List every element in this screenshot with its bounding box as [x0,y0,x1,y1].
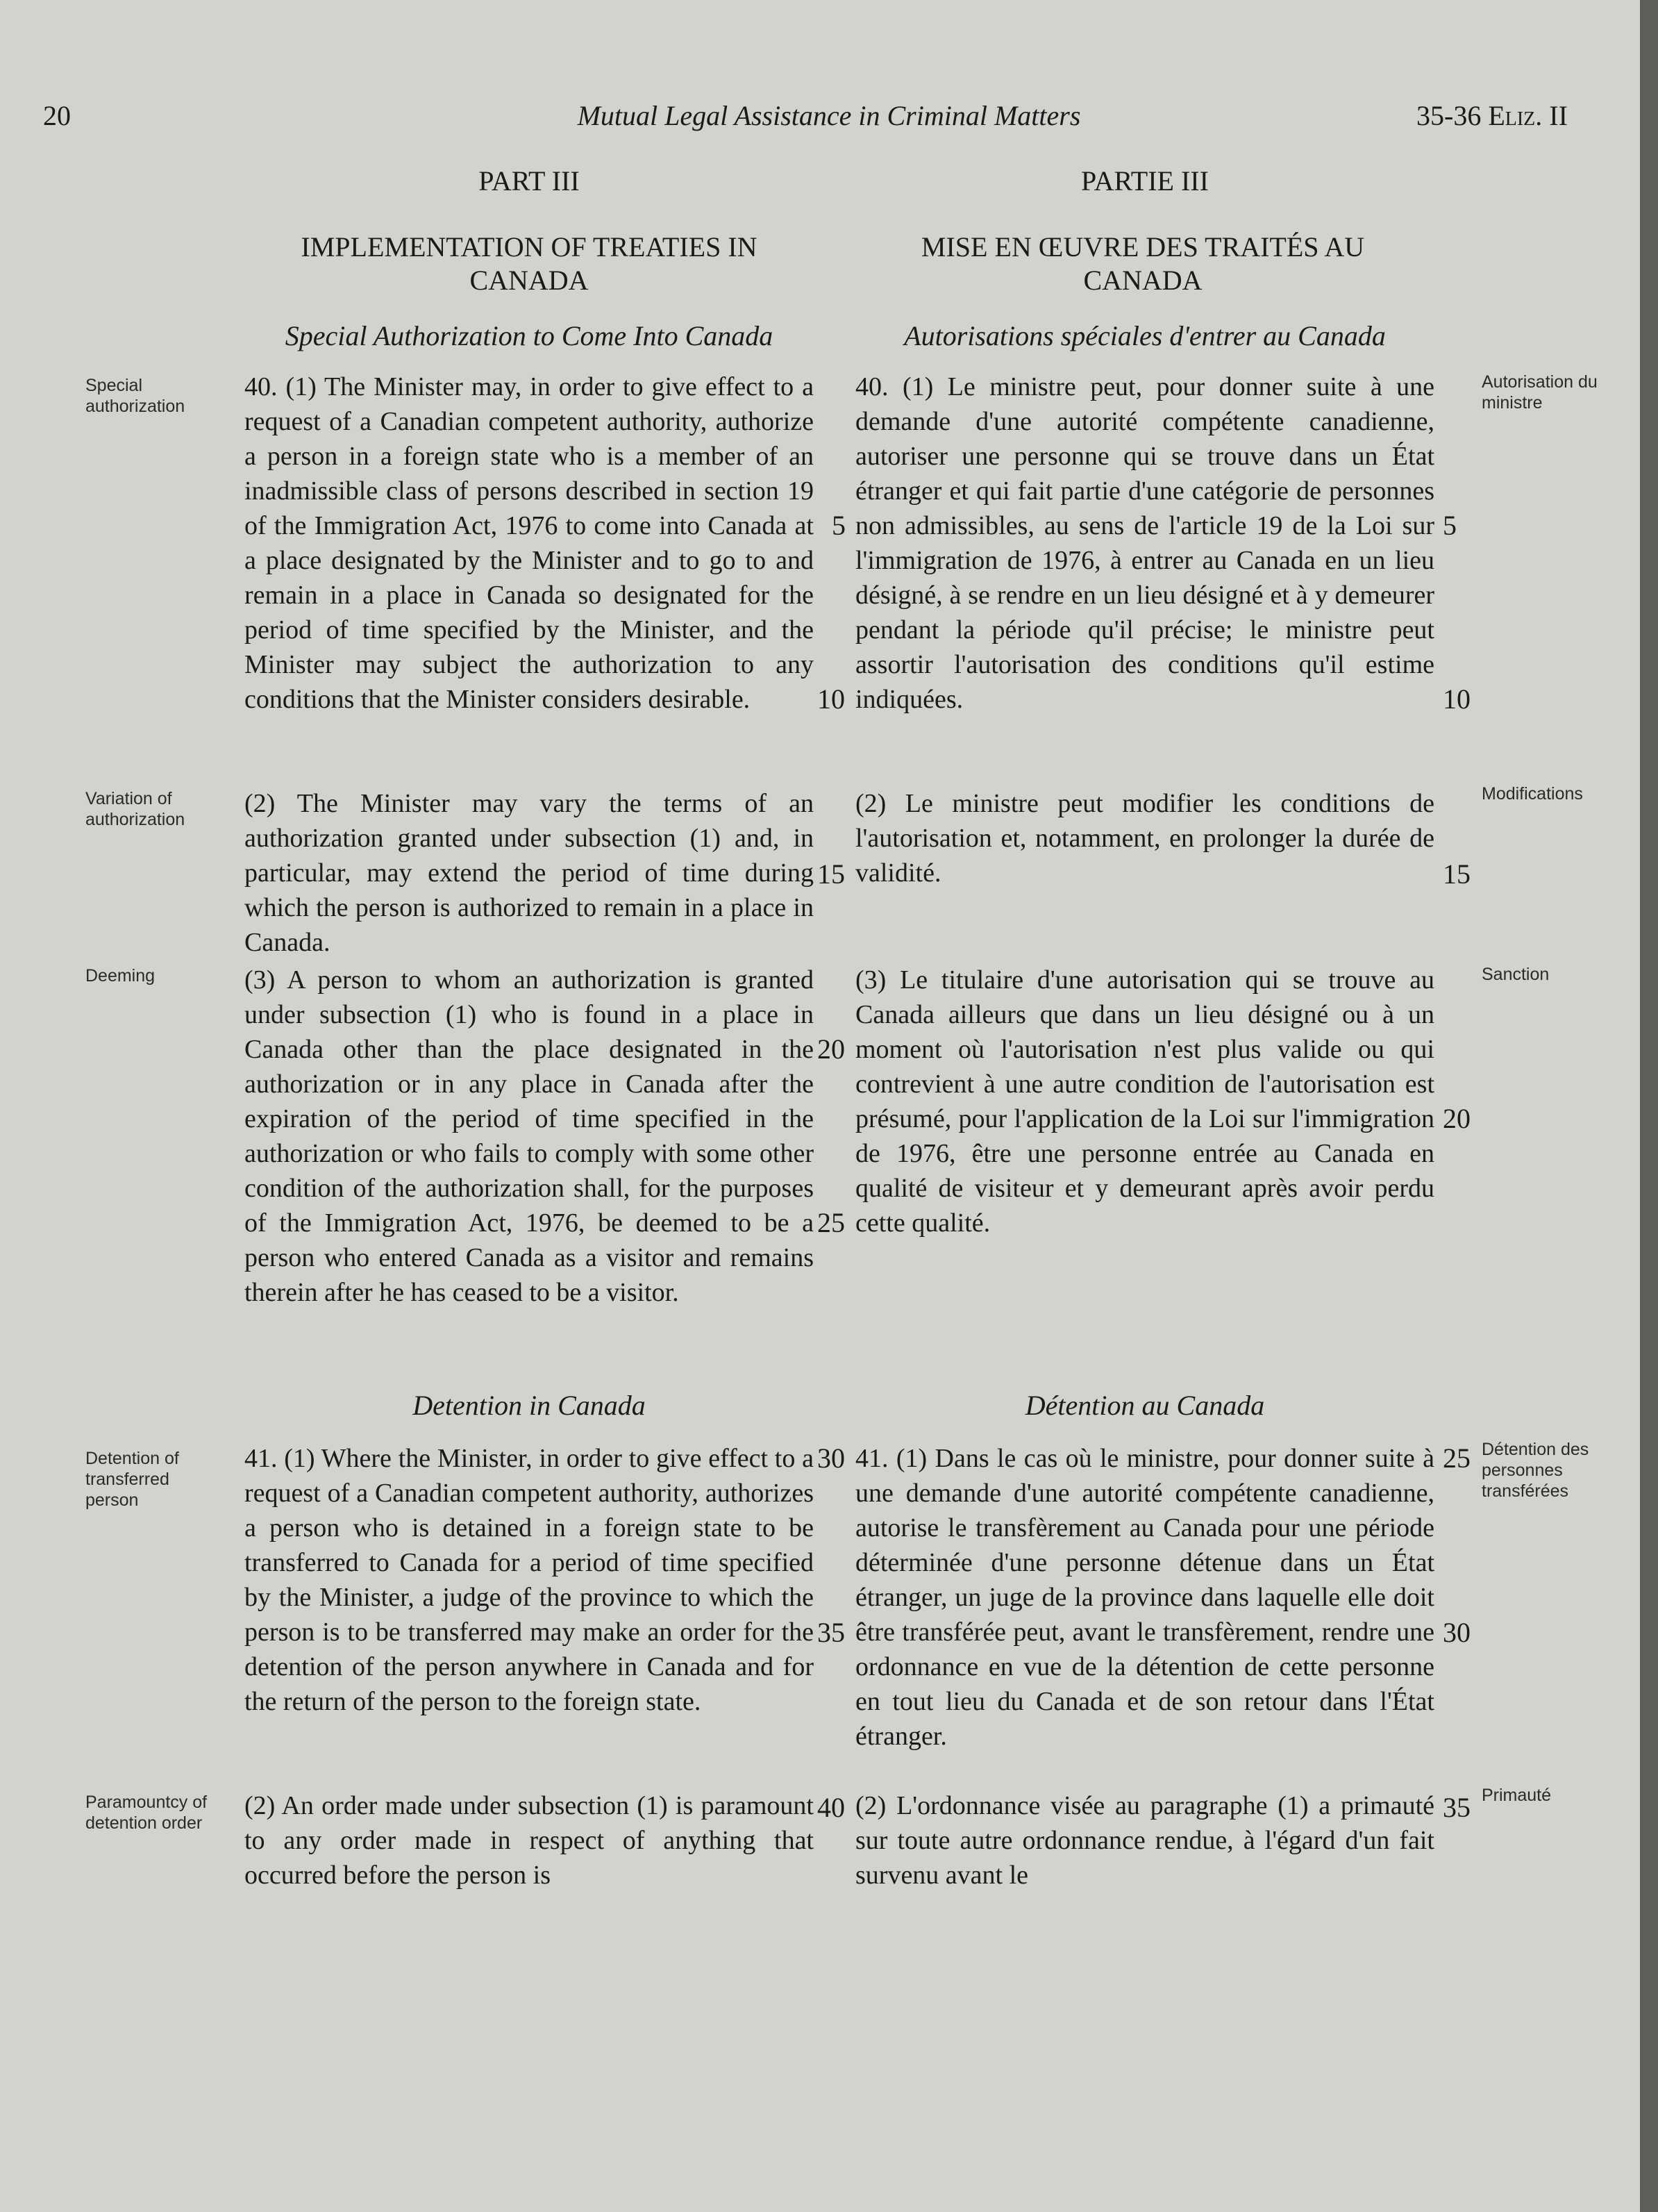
section-40-3-en: (3) A person to whom an authorization is granted under subsection (1) who is found in a place in Canada other than the place designated in the authorization or in any place in Canada after the expiration of the period of time specified in the authorization or who fails to comply with some other condition of the authorization shall, for the purposes of the Immigration Act, 1976, be deemed to be a person who entered Canada as a visitor and remains therein after he has ceased to be a visitor. [244,965,814,1307]
line-number-fr-10: 10 [1443,683,1471,715]
margin-note-fr-autorisation: Autorisation du ministre [1482,372,1598,413]
part-title-fr: MISE EN ŒUVRE DES TRAITÉS AU CANADA [921,231,1365,296]
section-40-2-fr: (2) Le ministre peut modifier les conditions de l'autorisation et, notamment, en prolonger la durée de validité. [855,789,1434,888]
margin-note-en-variation: Variation of authorization [85,789,185,829]
line-number-en-10: 10 [817,683,845,715]
section-40-1-en: 40. (1) The Minister may, in order to give effect to a request of a Canadian competent authority, authorize a person in a foreign state who is a member of an inadmissible class of persons described in section 19 of the Immigration Act, 1976 to come into Canada at a place designated by the Minister and to go to and remain in a place in Canada so designated for the period of time specified by the Minister, and the Minister may subject the authorization to any conditions that the Minister considers desirable. [244,372,814,714]
page-number: 20 [43,100,71,131]
line-number-en-30: 30 [817,1442,845,1474]
part-heading-fr: PARTIE III [1081,165,1209,197]
line-number-fr-30: 30 [1443,1617,1471,1648]
line-number-en-40: 40 [817,1792,845,1823]
line-number-en-15: 15 [817,858,845,890]
subheading-en-2: Detention in Canada [412,1390,646,1421]
section-41-1-en: 41. (1) Where the Minister, in order to give effect to a request of a Canadian competent authority, authorizes a person who is detained in a foreign state to be transferred to Canada for a period of time specified by the Minister, a judge of the province to which the person is to be transferred may make an order for the detention of the person anywhere in Canada and for the return of the person to the foreign state. [244,1444,814,1716]
running-title: Mutual Legal Assistance in Criminal Matters [577,100,1081,131]
section-41-1-fr: 41. (1) Dans le cas où le ministre, pour donner suite à une demande d'une autorité compétente canadienne, autorise le transfèrement au Canada pour une période déterminée d'une personne détenue dans un État étranger, un juge de la province dans laquelle elle doit être transférée peut, avant le transfèrement, rendre une ordonnance en vue de la détention de cette personne en tout lieu du Canada et de son retour dans l'État étranger. [855,1444,1434,1751]
subheading-en-1: Special Authorization to Come Into Canada [285,320,773,351]
line-number-fr-15: 15 [1443,858,1471,890]
line-number-en-20: 20 [817,1033,845,1065]
section-40-1-fr: 40. (1) Le ministre peut, pour donner suite à une demande d'une autorité compétente canadienne, autoriser une personne qui se trouve dans un État étranger et qui fait partie d'une catégorie de personnes non admissibles, au sens de l'article 19 de la Loi sur l'immigration de 1976, à entrer au Canada en un lieu désigné, à se rendre en un lieu désigné et à y demeurer pendant la période qu'il précise; le ministre peut assortir l'autorisation des conditions qu'il estime indiquées. [855,372,1434,714]
line-number-fr-5: 5 [1443,510,1457,541]
margin-note-fr-sanction: Sanction [1482,965,1550,984]
line-number-fr-25: 25 [1443,1442,1471,1474]
part-heading-en: PART III [478,165,580,197]
margin-note-en-deeming: Deeming [85,966,156,986]
margin-note-en-paramountcy: Paramountcy of detention order [85,1793,208,1833]
margin-note-en-detention: Detention of transferred person [85,1449,179,1510]
line-number-fr-20: 20 [1443,1103,1471,1134]
regnal-year: 35-36 Eliz. II [1416,100,1568,131]
line-number-en-25: 25 [817,1207,845,1238]
margin-note-fr-primaute: Primauté [1482,1786,1552,1805]
section-41-2-fr: (2) L'ordonnance visée au paragraphe (1) a primauté sur toute autre ordonnance rendue, à l'égard d'un fait survenu avant le [855,1791,1434,1890]
section-40-2-en: (2) The Minister may vary the terms of an authorization granted under subsection (1) and, in particular, may extend the period of time during which the person is authorized to remain in a place in Canada. [244,789,814,957]
margin-note-fr-detention: Détention des personnes transférées [1482,1440,1589,1501]
line-number-en-5: 5 [832,510,846,541]
part-title-en: IMPLEMENTATION OF TREATIES IN CANADA [301,231,757,296]
subheading-fr-1: Autorisations spéciales d'entrer au Canada [904,320,1386,351]
section-40-3-fr: (3) Le titulaire d'une autorisation qui se trouve au Canada ailleurs que dans un lieu désigné ou à un moment où l'autorisation n'est plus valide ou qui contrevient à une autre condition de l'autorisation est présumé, pour l'application de la Loi sur l'immigration de 1976, être une personne entrée au Canada en qualité de visiteur et y demeurant après avoir perdu cette qualité. [855,965,1434,1238]
margin-note-fr-modifications: Modifications [1482,784,1583,804]
margin-note-en-special-authorization: Special authorization [85,376,185,416]
section-41-2-en: (2) An order made under subsection (1) is paramount to any order made in respect of anything that occurred before the person is [244,1791,814,1890]
subheading-fr-2: Détention au Canada [1025,1390,1265,1421]
line-number-en-35: 35 [817,1617,845,1648]
line-number-fr-35: 35 [1443,1792,1471,1823]
page-edge-shadow [1640,0,1658,2212]
